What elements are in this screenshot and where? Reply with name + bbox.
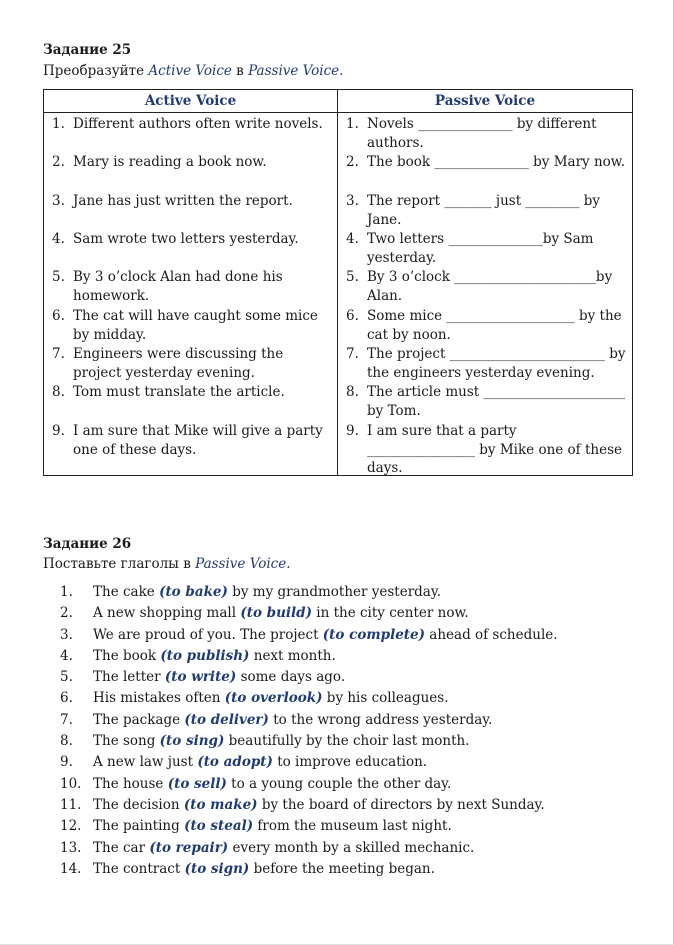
row-number: 8. bbox=[52, 384, 65, 400]
item-text-before: The letter bbox=[93, 669, 165, 686]
active-sentence-text: I am sure that Mike will give a party one of these days. bbox=[73, 423, 323, 458]
list-item bbox=[60, 710, 558, 731]
header-active: Active Voice bbox=[144, 93, 237, 109]
item-text-after: to a young couple the other day. bbox=[226, 775, 452, 792]
exercise-list bbox=[60, 582, 558, 880]
item-number: 11. bbox=[60, 796, 82, 813]
passive-sentence-text: Some mice ___________________ by the cat by noon. bbox=[367, 308, 622, 343]
item-text-before: The house bbox=[93, 775, 168, 792]
task26-title: Задание 26 bbox=[43, 536, 132, 552]
list-item bbox=[60, 752, 558, 773]
list-item bbox=[60, 646, 558, 667]
item-text-after: beautifully by the choir last month. bbox=[224, 733, 470, 750]
row-number: 1. bbox=[52, 116, 65, 132]
passive-sentence-3 bbox=[346, 192, 628, 229]
item-verb: (to overlook) bbox=[224, 690, 323, 707]
item-number: 7. bbox=[60, 711, 73, 728]
item-verb: (to publish) bbox=[160, 647, 250, 664]
row-number: 7. bbox=[346, 346, 359, 362]
active-sentence-text: The cat will have caught some mice by midday. bbox=[73, 308, 318, 343]
item-verb: (to bake) bbox=[159, 584, 228, 600]
item-text-before: The decision bbox=[93, 796, 184, 813]
task26-instruction bbox=[43, 556, 291, 572]
item-verb: (to steal) bbox=[184, 818, 254, 835]
item-text-before: The cake bbox=[93, 584, 160, 600]
item-verb: (to repair) bbox=[149, 839, 229, 856]
active-sentence-2 bbox=[52, 153, 332, 172]
active-sentence-7 bbox=[52, 345, 332, 382]
row-number: 3. bbox=[52, 193, 65, 209]
list-item bbox=[60, 582, 558, 603]
list-item bbox=[60, 688, 558, 709]
item-text-after: every month by a skilled mechanic. bbox=[228, 839, 475, 856]
item-text-before: A new shopping mall bbox=[93, 605, 241, 622]
item-number: 12. bbox=[60, 818, 82, 835]
item-verb: (to complete) bbox=[322, 626, 426, 643]
header-passive: Passive Voice bbox=[434, 93, 536, 109]
row-number: 4. bbox=[346, 231, 359, 247]
passive-sentence-text: Two letters ______________by Sam yesterday. bbox=[367, 231, 594, 266]
passive-sentence-text: The project _______________________ by the engineers yesterday evening. bbox=[367, 346, 626, 381]
task25-instruction-prefix: Преобразуйте bbox=[43, 63, 149, 79]
table-divider-vertical bbox=[337, 90, 338, 475]
passive-sentence-9 bbox=[346, 422, 628, 478]
active-sentence-6 bbox=[52, 307, 332, 344]
voice-table bbox=[43, 89, 633, 476]
active-sentence-3 bbox=[52, 192, 332, 211]
passive-sentence-5 bbox=[346, 268, 628, 305]
row-number: 9. bbox=[52, 423, 65, 439]
task25-instruction-active: Active Voice bbox=[148, 63, 232, 79]
item-verb: (to sell) bbox=[167, 775, 227, 792]
active-sentence-text: Different authors often write novels. bbox=[73, 116, 323, 132]
item-text-before: The painting bbox=[93, 818, 185, 835]
list-item bbox=[60, 625, 558, 646]
list-item bbox=[60, 731, 558, 752]
table-divider-header bbox=[44, 112, 632, 113]
list-item bbox=[60, 667, 558, 688]
item-text-after: some days ago. bbox=[236, 669, 346, 686]
item-number: 13. bbox=[60, 839, 82, 856]
item-text-after: from the museum last night. bbox=[253, 818, 452, 835]
item-number: 6. bbox=[60, 690, 73, 707]
row-number: 5. bbox=[346, 269, 359, 285]
task25-instruction-mid: в bbox=[231, 63, 249, 79]
row-number: 8. bbox=[346, 384, 359, 400]
active-sentence-5 bbox=[52, 268, 332, 305]
active-sentence-text: Sam wrote two letters yesterday. bbox=[73, 231, 299, 247]
item-text-before: The song bbox=[93, 733, 160, 750]
item-number: 2. bbox=[60, 605, 73, 622]
item-number: 9. bbox=[60, 754, 73, 771]
passive-sentence-text: I am sure that a party ________________ by Mike one of these days. bbox=[367, 423, 622, 476]
item-verb: (to sign) bbox=[184, 860, 250, 877]
item-number: 3. bbox=[60, 626, 73, 643]
row-number: 6. bbox=[346, 308, 359, 324]
active-sentence-text: Jane has just written the report. bbox=[73, 193, 293, 209]
list-item bbox=[60, 795, 558, 816]
task26-instruction-passive: Passive Voice. bbox=[195, 556, 291, 572]
item-number: 5. bbox=[60, 669, 73, 686]
list-item bbox=[60, 859, 558, 880]
item-verb: (to write) bbox=[164, 669, 237, 686]
item-text-after: to improve education. bbox=[272, 754, 428, 771]
row-number: 7. bbox=[52, 346, 65, 362]
item-number: 10. bbox=[60, 775, 82, 792]
passive-sentence-8 bbox=[346, 383, 628, 420]
list-item bbox=[60, 603, 558, 624]
passive-sentence-text: Novels ______________ by different authors. bbox=[367, 116, 597, 151]
passive-sentence-2 bbox=[346, 153, 628, 172]
item-number: 8. bbox=[60, 733, 73, 750]
passive-sentence-text: The article must _____________________ by Tom. bbox=[367, 384, 626, 419]
item-verb: (to adopt) bbox=[197, 754, 273, 771]
item-text-before: The car bbox=[93, 839, 150, 856]
item-number: 14. bbox=[60, 860, 82, 877]
active-sentence-text: By 3 o’clock Alan had done his homework. bbox=[73, 269, 283, 304]
passive-sentence-text: The report _______ just ________ by Jane. bbox=[367, 193, 600, 228]
active-sentence-9 bbox=[52, 422, 332, 459]
item-text-after: ahead of schedule. bbox=[425, 626, 558, 643]
item-number: 1. bbox=[60, 584, 73, 600]
active-sentence-1 bbox=[52, 115, 332, 134]
list-item bbox=[60, 774, 558, 795]
item-text-after: in the city center now. bbox=[312, 605, 469, 622]
row-number: 9. bbox=[346, 423, 359, 439]
item-text-after: before the meeting began. bbox=[249, 860, 435, 877]
row-number: 2. bbox=[52, 154, 65, 170]
item-verb: (to sing) bbox=[159, 733, 225, 750]
item-text-before: The package bbox=[93, 711, 185, 728]
active-sentence-text: Engineers were discussing the project yesterday evening. bbox=[73, 346, 284, 381]
task25-instruction bbox=[43, 63, 343, 79]
row-number: 3. bbox=[346, 193, 359, 209]
passive-sentence-1 bbox=[346, 115, 628, 152]
passive-sentence-7 bbox=[346, 345, 628, 382]
row-number: 1. bbox=[346, 116, 359, 132]
task25-title: Задание 25 bbox=[43, 42, 132, 58]
item-text-before: His mistakes often bbox=[93, 690, 225, 707]
passive-sentence-4 bbox=[346, 230, 628, 267]
passive-sentence-text: The book ______________ by Mary now. bbox=[367, 154, 626, 170]
active-sentence-text: Tom must translate the article. bbox=[73, 384, 285, 400]
list-item bbox=[60, 816, 558, 837]
passive-sentence-6 bbox=[346, 307, 628, 344]
active-sentence-4 bbox=[52, 230, 332, 249]
item-verb: (to build) bbox=[240, 605, 312, 622]
item-text-after: by my grandmother yesterday. bbox=[227, 584, 441, 600]
list-item bbox=[60, 838, 558, 859]
active-sentence-8 bbox=[52, 383, 332, 402]
row-number: 6. bbox=[52, 308, 65, 324]
item-text-before: The book bbox=[93, 647, 161, 664]
item-text-after: by the board of directors by next Sunday. bbox=[257, 796, 545, 813]
item-verb: (to deliver) bbox=[184, 711, 269, 728]
item-text-before: A new law just bbox=[93, 754, 198, 771]
item-text-before: The contract bbox=[93, 860, 185, 877]
item-number: 4. bbox=[60, 647, 73, 664]
item-text-after: by his colleagues. bbox=[322, 690, 449, 707]
item-verb: (to make) bbox=[183, 796, 258, 813]
row-number: 5. bbox=[52, 269, 65, 285]
row-number: 4. bbox=[52, 231, 65, 247]
active-sentence-text: Mary is reading a book now. bbox=[73, 154, 267, 170]
task25-instruction-passive: Passive Voice. bbox=[248, 63, 344, 79]
item-text-after: to the wrong address yesterday. bbox=[268, 711, 493, 728]
item-text-after: next month. bbox=[249, 647, 336, 664]
passive-sentence-text: By 3 o’clock _____________________by Alan. bbox=[367, 269, 613, 304]
task26-instruction-prefix: Поставьте глаголы в bbox=[43, 556, 196, 572]
row-number: 2. bbox=[346, 154, 359, 170]
item-text-before: We are proud of you. The project bbox=[93, 626, 323, 643]
